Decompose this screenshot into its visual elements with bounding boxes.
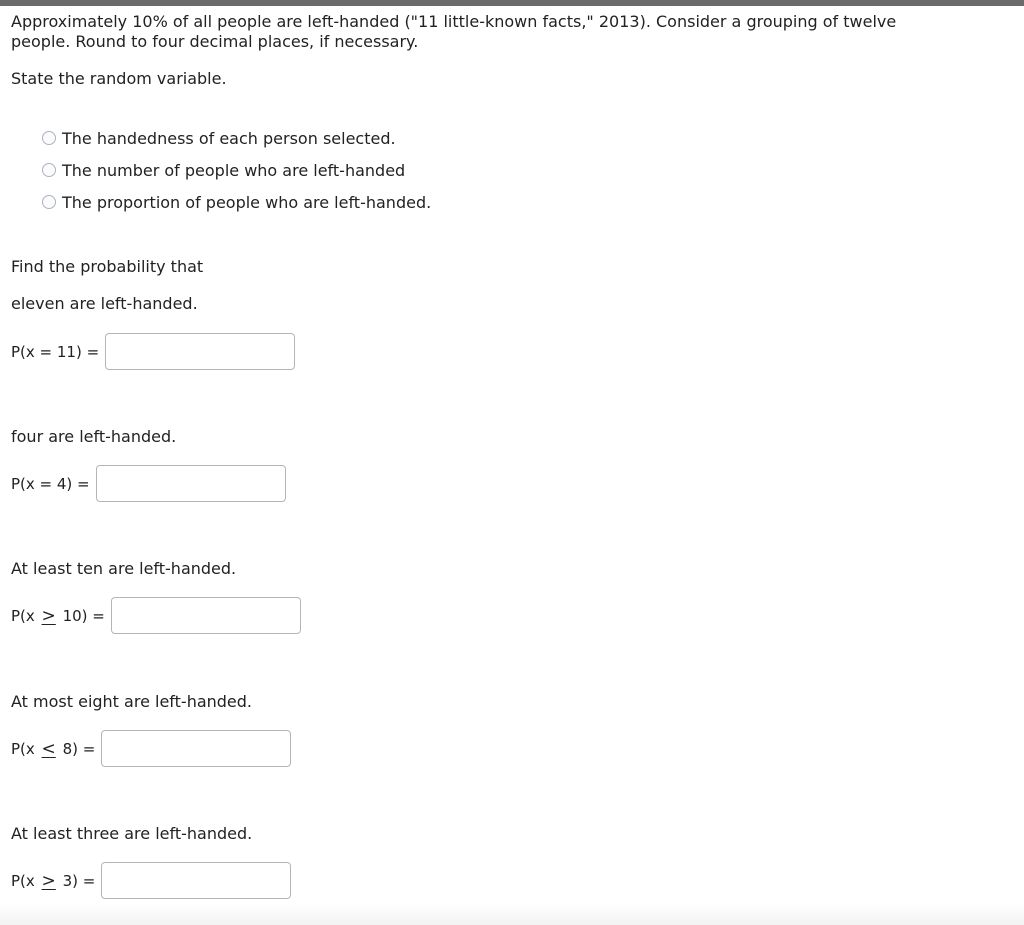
greater-equal-symbol: > [41,605,56,626]
answer-row-at-least-ten [11,597,301,634]
question-at-least-ten: At least ten are left-handed. [11,559,237,578]
option-label: The number of people who are left-handed [62,160,406,180]
top-bar [0,0,1024,6]
equation-label-start: P(x [11,739,40,758]
answer-input-at-least-three[interactable] [101,862,291,899]
question-eleven: eleven are left-handed. [11,294,198,313]
bottom-edge [0,903,1024,925]
answer-input-four[interactable] [96,465,286,502]
greater-equal-symbol: > [41,870,56,891]
answer-row-at-least-three [11,862,291,899]
equation-label-end: 3) = [57,871,96,890]
radio-button[interactable] [42,131,56,145]
question-at-least-three: At least three are left-handed. [11,824,253,843]
radio-button[interactable] [42,195,56,209]
equation-label-start: P(x [11,606,40,625]
equation-label-end: 8) = [57,739,96,758]
radio-button[interactable] [42,163,56,177]
option-label: The handedness of each person selected. [62,128,396,148]
question-four: four are left-handed. [11,427,177,446]
find-probability-prompt: Find the probability that [11,257,204,276]
equation-label-start: P(x [11,871,40,890]
equation-label-end: 10) = [57,606,105,625]
option-label: The proportion of people who are left-handed. [62,192,432,212]
problem-intro: Approximately 10% of all people are left-handed ("11 little-known facts," 2013). Consider a grouping of twelve people. Round to four decimal places, if necessary. [11,12,897,51]
answer-row-eleven [11,333,295,370]
option-handedness[interactable] [42,128,396,148]
less-equal-symbol: < [41,738,56,759]
answer-input-at-most-eight[interactable] [101,730,291,767]
equation-label: P(x = 4) = [11,474,90,493]
answer-input-at-least-ten[interactable] [111,597,301,634]
equation-label: P(x = 11) = [11,342,100,361]
option-proportion-left-handed[interactable] [42,192,431,212]
answer-input-eleven[interactable] [105,333,295,370]
answer-row-at-most-eight [11,730,291,767]
answer-row-four [11,465,286,502]
option-number-left-handed[interactable] [42,160,405,180]
random-variable-prompt: State the random variable. [11,69,227,88]
question-at-most-eight: At most eight are left-handed. [11,692,253,711]
